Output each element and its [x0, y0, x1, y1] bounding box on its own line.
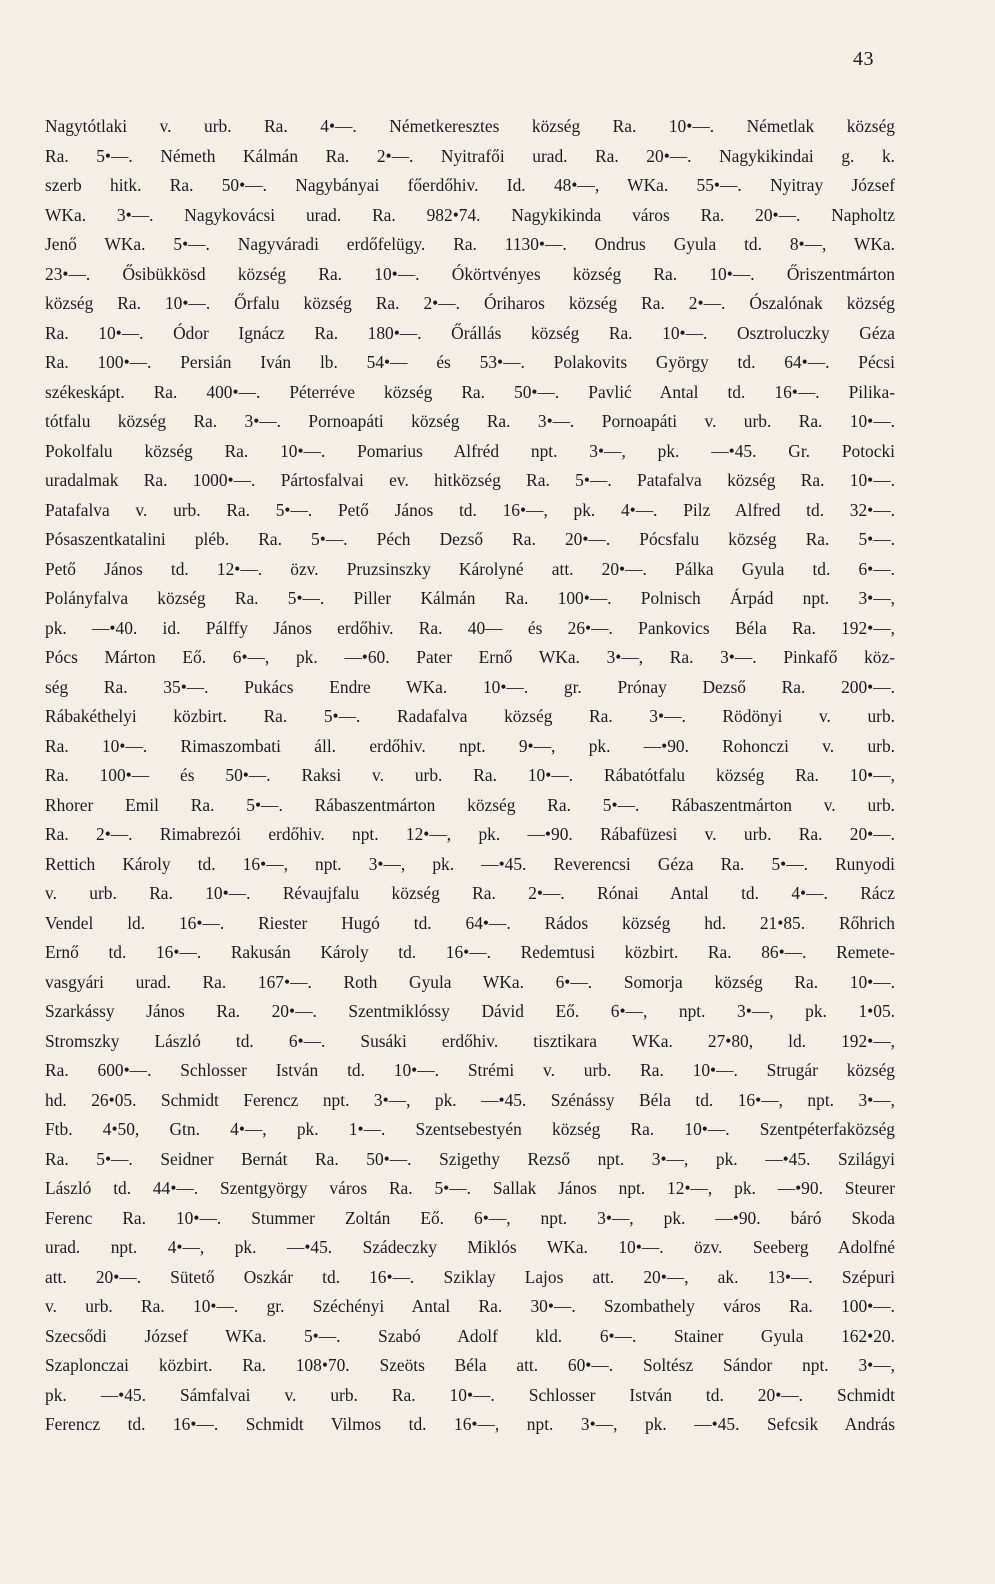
text-block: [45, 112, 895, 1440]
text-line: vasgyári urad. Ra. 167•—. Roth Gyula WKa. 6•—. Somorja község Ra. 10•—.: [45, 971, 895, 992]
text-line: Ftb. 4•50, Gtn. 4•—, pk. 1•—. Szentsebestyén község Ra. 10•—. Szentpéterfaközség: [45, 1119, 895, 1139]
text-line: Rábakéthelyi közbirt. Ra. 5•—. Radafalva község Ra. 3•—. Rödönyi v. urb.: [45, 706, 895, 726]
text-line: tótfalu község Ra. 3•—. Pornoapáti község Ra. 3•—. Pornoapáti v. urb. Ra. 10•—.: [45, 411, 895, 431]
text-line: uradalmak Ra. 1000•—. Pártosfalvai ev. hitközség Ra. 5•—. Patafalva község Ra. 10•—.: [45, 470, 895, 490]
text-line: att. 20•—. Sütető Oszkár td. 16•—. Sziklay Lajos att. 20•—, ak. 13•—. Szépuri: [45, 1266, 895, 1287]
text-line: Ra. 100•— és 50•—. Raksi v. urb. Ra. 10•—. Rábatótfalu község Ra. 10•—,: [45, 765, 895, 785]
text-line: Ernő td. 16•—. Rakusán Károly td. 16•—. Redemtusi közbirt. Ra. 86•—. Remete-: [45, 942, 895, 962]
text-line: WKa. 3•—. Nagykovácsi urad. Ra. 982•74. Nagykikinda város Ra. 20•—. Napholtz: [45, 204, 895, 225]
text-line: Szecsődi József WKa. 5•—. Szabó Adolf kld. 6•—. Stainer Gyula 162•20.: [45, 1325, 895, 1346]
text-line: Pócs Márton Eő. 6•—, pk. —•60. Pater Ernő WKa. 3•—, Ra. 3•—. Pinkafő köz-: [45, 647, 895, 667]
text-line: Pető János td. 12•—. özv. Pruzsinszky Károlyné att. 20•—. Pálka Gyula td. 6•—.: [45, 558, 895, 579]
text-line: v. urb. Ra. 10•—. Révaujfalu község Ra. 2•—. Rónai Antal td. 4•—. Rácz: [45, 883, 895, 903]
text-line: Ra. 10•—. Rimaszombati áll. erdőhiv. npt. 9•—, pk. —•90. Rohonczi v. urb.: [45, 735, 895, 756]
text-line: Ra. 2•—. Rimabrezói erdőhiv. npt. 12•—, pk. —•90. Rábafüzesi v. urb. Ra. 20•—.: [45, 824, 895, 844]
text-line: pk. —•40. id. Pálffy János erdőhiv. Ra. 40— és 26•—. Pankovics Béla Ra. 192•—,: [45, 617, 895, 638]
text-line: Ra. 10•—. Ódor Ignácz Ra. 180•—. Őrállás község Ra. 10•—. Osztroluczky Géza: [45, 322, 895, 343]
text-line: Nagytótlaki v. urb. Ra. 4•—. Németkeresztes község Ra. 10•—. Németlak község: [45, 116, 895, 136]
text-line: Pokolfalu község Ra. 10•—. Pomarius Alfréd npt. 3•—, pk. —•45. Gr. Potocki: [45, 440, 895, 461]
text-line: László td. 44•—. Szentgyörgy város Ra. 5•—. Sallak János npt. 12•—, pk. —•90. Steurer: [45, 1178, 895, 1198]
text-line: község Ra. 10•—. Őrfalu község Ra. 2•—. Óriharos község Ra. 2•—. Ószalónak község: [45, 293, 895, 313]
text-line: Szarkássy János Ra. 20•—. Szentmiklóssy Dávid Eő. 6•—, npt. 3•—, pk. 1•05.: [45, 1001, 895, 1021]
page-number: 43: [853, 48, 874, 70]
text-line: ség Ra. 35•—. Pukács Endre WKa. 10•—. gr. Prónay Dezső Ra. 200•—.: [45, 676, 895, 697]
text-line: hd. 26•05. Schmidt Ferencz npt. 3•—, pk. —•45. Szénássy Béla td. 16•—, npt. 3•—,: [45, 1089, 895, 1110]
text-line: Ra. 600•—. Schlosser István td. 10•—. Strémi v. urb. Ra. 10•—. Strugár község: [45, 1060, 895, 1080]
text-line: 23•—. Ősibükkösd község Ra. 10•—. Ókörtvényes község Ra. 10•—. Őriszentmárton: [45, 263, 895, 284]
text-line: Patafalva v. urb. Ra. 5•—. Pető János td. 16•—, pk. 4•—. Pilz Alfred td. 32•—.: [45, 499, 895, 520]
text-line: székeskápt. Ra. 400•—. Péterréve község Ra. 50•—. Pavlić Antal td. 16•—. Pilika-: [45, 381, 895, 402]
text-line: v. urb. Ra. 10•—. gr. Széchényi Antal Ra. 30•—. Szombathely város Ra. 100•—.: [45, 1296, 895, 1316]
text-line: Ra. 5•—. Németh Kálmán Ra. 2•—. Nyitrafői urad. Ra. 20•—. Nagykikindai g. k.: [45, 145, 895, 166]
text-line: Ra. 100•—. Persián Iván lb. 54•— és 53•—. Polakovits György td. 64•—. Pécsi: [45, 352, 895, 372]
text-line: Polányfalva község Ra. 5•—. Piller Kálmán Ra. 100•—. Polnisch Árpád npt. 3•—,: [45, 588, 895, 608]
text-line: Szaplonczai közbirt. Ra. 108•70. Szeöts Béla att. 60•—. Soltész Sándor npt. 3•—,: [45, 1355, 895, 1375]
text-line: Jenő WKa. 5•—. Nagyváradi erdőfelügy. Ra. 1130•—. Ondrus Gyula td. 8•—, WKa.: [45, 234, 895, 254]
text-line: Ferenc Ra. 10•—. Stummer Zoltán Eő. 6•—, npt. 3•—, pk. —•90. báró Skoda: [45, 1207, 895, 1228]
text-line: Ra. 5•—. Seidner Bernát Ra. 50•—. Szigethy Rezső npt. 3•—, pk. —•45. Szilágyi: [45, 1148, 895, 1169]
text-line: Rhorer Emil Ra. 5•—. Rábaszentmárton község Ra. 5•—. Rábaszentmárton v. urb.: [45, 794, 895, 815]
text-line: Stromszky László td. 6•—. Susáki erdőhiv. tisztikara WKa. 27•80, ld. 192•—,: [45, 1030, 895, 1051]
text-line: szerb hitk. Ra. 50•—. Nagybányai főerdőhiv. Id. 48•—, WKa. 55•—. Nyitray József: [45, 175, 895, 195]
text-line: Ferencz td. 16•—. Schmidt Vilmos td. 16•—, npt. 3•—, pk. —•45. Sefcsik András: [45, 1414, 895, 1434]
text-line: pk. —•45. Sámfalvai v. urb. Ra. 10•—. Schlosser István td. 20•—. Schmidt: [45, 1384, 895, 1405]
text-line: urad. npt. 4•—, pk. —•45. Szádeczky Miklós WKa. 10•—. özv. Seeberg Adolfné: [45, 1237, 895, 1257]
text-line: Rettich Károly td. 16•—, npt. 3•—, pk. —•45. Reverencsi Géza Ra. 5•—. Runyodi: [45, 853, 895, 874]
text-line: Vendel ld. 16•—. Riester Hugó td. 64•—. Rádos község hd. 21•85. Rőhrich: [45, 912, 895, 933]
text-line: Pósaszentkatalini pléb. Ra. 5•—. Péch Dezső Ra. 20•—. Pócsfalu község Ra. 5•—.: [45, 529, 895, 549]
